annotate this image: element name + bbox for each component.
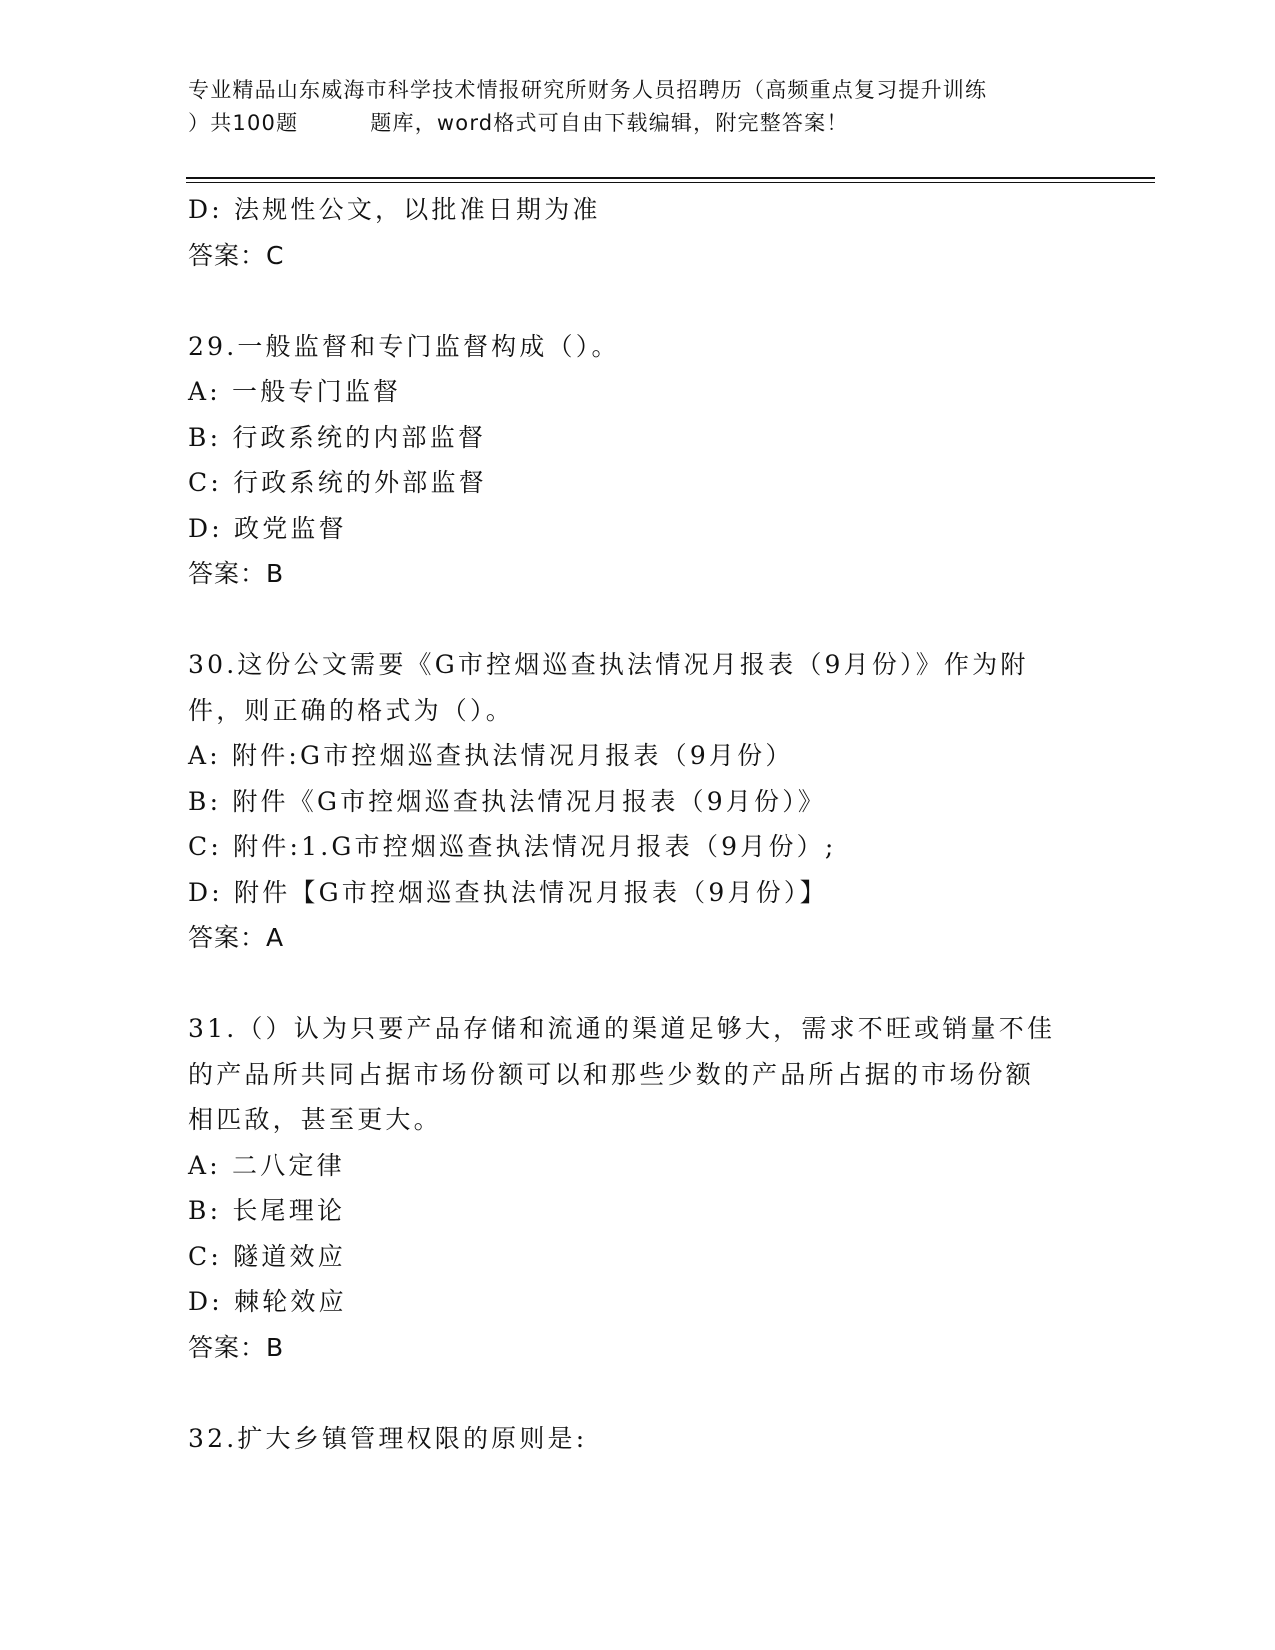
answer: 答案：A (188, 923, 285, 952)
question-32 (188, 1416, 1088, 1462)
answer: 答案：C (188, 240, 285, 270)
header-line-1: 专业精品山东威海市科学技术情报研究所财务人员招聘历（高频重点复习提升训练 (188, 78, 988, 102)
option-a: A: 二八定律 (188, 1150, 345, 1180)
option-b: B: 附件《G市控烟巡查执法情况月报表（9月份）》 (188, 786, 827, 816)
option-c: C: 附件:1.G市控烟巡查执法情况月报表（9月份）; (188, 832, 837, 861)
option-a: A: 附件:G市控烟巡查执法情况月报表（9月份） (188, 741, 794, 770)
option-d: D: 附件【G市控烟巡查执法情况月报表（9月份）】 (188, 877, 828, 907)
header-rule-thin (186, 182, 1155, 183)
question-stem: 32.扩大乡镇管理权限的原则是: (188, 1423, 588, 1453)
question-stem: 相匹敌，甚至更大。 (188, 1105, 442, 1134)
page-header (188, 74, 1088, 140)
option-d: D: 政党监督 (188, 513, 347, 543)
header-line-2 (188, 107, 1088, 140)
header-rule-thick (186, 177, 1155, 179)
question-list (188, 187, 1088, 1461)
header-description: 题库，word格式可自由下载编辑，附完整答案！ (370, 111, 849, 135)
question-stem: 31.（）认为只要产品存储和流通的渠道足够大，需求不旺或销量不佳 (188, 1014, 1056, 1043)
option-b: B: 行政系统的内部监督 (188, 422, 487, 452)
question-29 (188, 324, 1088, 597)
option-b: B: 长尾理论 (188, 1196, 346, 1225)
question-30 (188, 642, 1088, 961)
answer: 答案：B (188, 1332, 285, 1362)
option-c: C: 行政系统的外部监督 (188, 468, 487, 497)
question-31 (188, 1006, 1088, 1370)
question-stem: 件，则正确的格式为（）。 (188, 695, 514, 725)
answer: 答案：B (188, 559, 285, 588)
option-c: C: 隧道效应 (188, 1241, 346, 1271)
question-stem: 30.这份公文需要《G市控烟巡查执法情况月报表（9月份）》作为附 (188, 650, 1029, 679)
option-d: D: 棘轮效应 (188, 1287, 347, 1316)
header-count: ）共100题 (188, 111, 299, 135)
option-a: A: 一般专门监督 (188, 377, 402, 406)
option-d: D: 法规性公文，以批准日期为准 (188, 195, 601, 224)
question-stem: 的产品所共同占据市场份额可以和那些少数的产品所占据的市场份额 (188, 1059, 1035, 1089)
question-stem: 29.一般监督和专门监督构成（）。 (188, 331, 620, 361)
